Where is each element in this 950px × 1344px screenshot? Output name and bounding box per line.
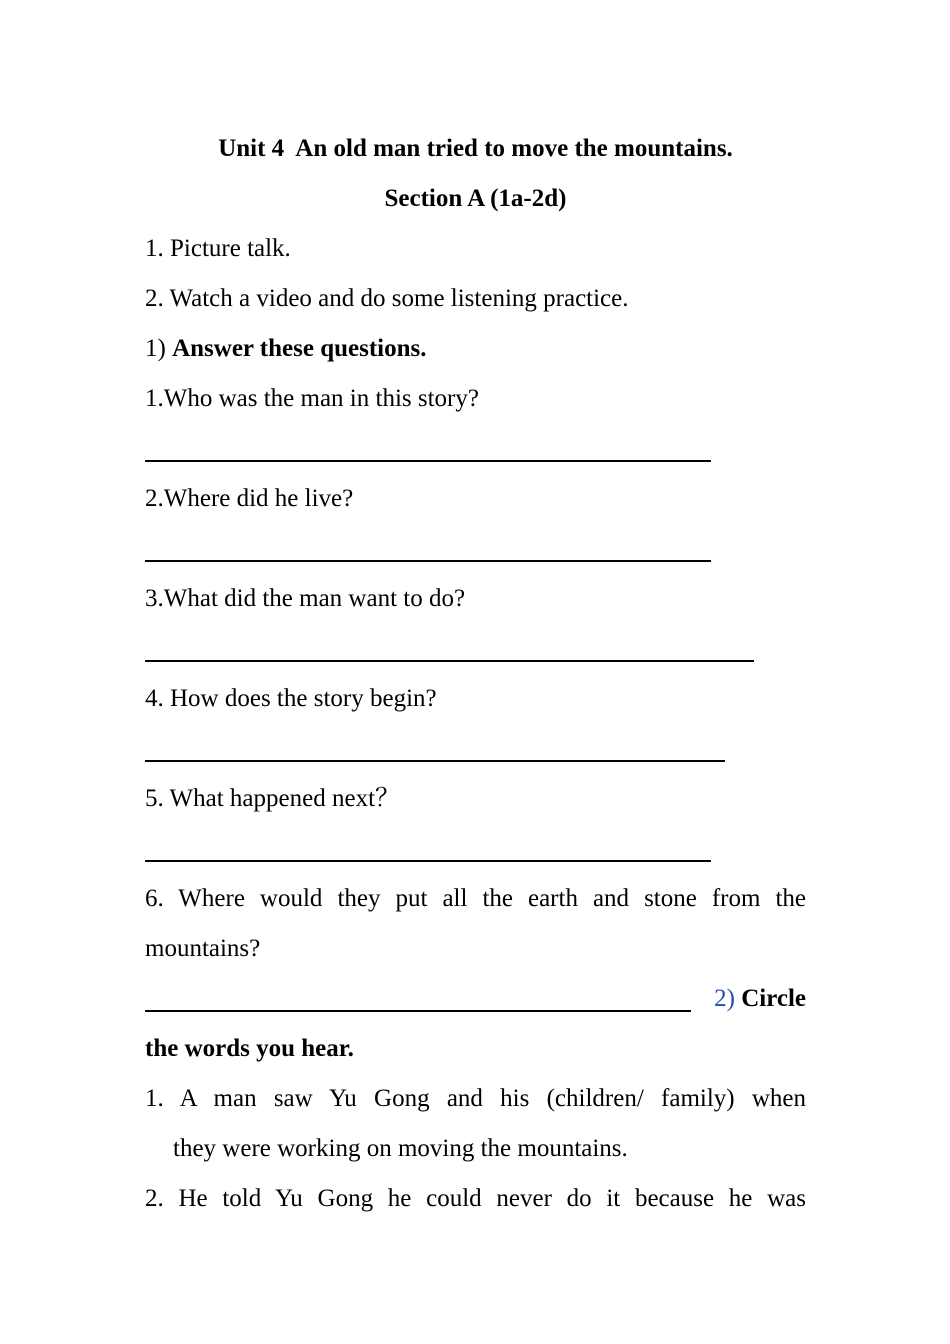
- circle-item-1-continued: they were working on moving the mountains.: [173, 1135, 628, 1162]
- question-3: 3.What did the man want to do?: [145, 585, 466, 612]
- question-5: 5. What happened next？: [145, 785, 401, 812]
- answer-line-6-with-part2: [145, 974, 806, 1024]
- question-1: 1.Who was the man in this story?: [145, 385, 479, 412]
- question-4: 4. How does the story begin?: [145, 685, 437, 712]
- task-picture-talk: 1. Picture talk.: [145, 235, 291, 262]
- answer-line-2[interactable]: [145, 524, 806, 574]
- answer-line-4[interactable]: [145, 724, 806, 774]
- circle-item-1: 1. A man saw Yu Gong and his (children/ family) when: [145, 1085, 806, 1112]
- answer-line-1[interactable]: [145, 424, 806, 474]
- part2-instruction-a: Circle: [741, 985, 806, 1012]
- worksheet-page: [145, 124, 806, 1224]
- answer-line-3[interactable]: [145, 624, 806, 674]
- section-title: Section A (1a-2d): [384, 185, 567, 212]
- answer-line-5[interactable]: [145, 824, 806, 874]
- part1-heading: [145, 324, 806, 374]
- part2-heading-start: [714, 974, 806, 1024]
- unit-title: Unit 4 An old man tried to move the mountains.: [218, 135, 733, 162]
- task-listening: 2. Watch a video and do some listening practice.: [145, 285, 629, 312]
- part1-number: 1): [145, 335, 173, 362]
- answer-line-6[interactable]: [145, 974, 691, 1012]
- question-6-continued: mountains?: [145, 935, 261, 962]
- question-2: 2.Where did he live?: [145, 485, 354, 512]
- circle-item-2: 2. He told Yu Gong he could never do it because he was: [145, 1185, 806, 1212]
- part1-instruction: Answer these questions.: [172, 335, 427, 362]
- part2-number: 2): [714, 985, 742, 1012]
- part2-instruction-b: the words you hear.: [145, 1035, 354, 1062]
- question-6: 6. Where would they put all the earth and stone from the: [145, 885, 806, 912]
